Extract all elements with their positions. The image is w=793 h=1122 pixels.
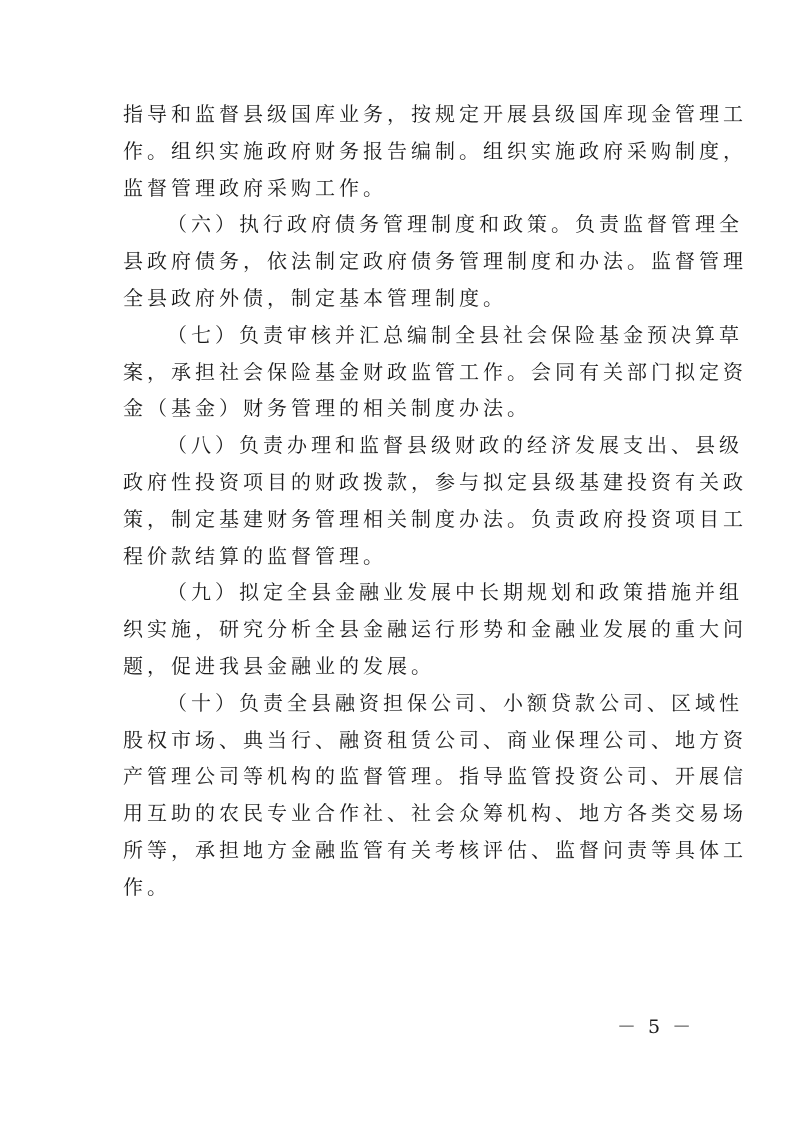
text-line: 程价款结算的监督管理。 bbox=[123, 543, 387, 568]
text-line: 指导和监督县级国库业务，按规定开展县级国库现金管理工 bbox=[123, 102, 747, 126]
paragraph-continuation bbox=[123, 96, 747, 206]
page-number: － 5 － bbox=[617, 1016, 695, 1038]
text-line: 所等，承担地方金融监管有关考核评估、监督问责等具体工 bbox=[123, 837, 747, 862]
text-line: 全县政府外债，制定基本管理制度。 bbox=[123, 285, 507, 310]
text-line: （七）负责审核并汇总编制全县社会保险基金预决算草 bbox=[167, 322, 743, 347]
text-line: （九）拟定全县金融业发展中长期规划和政策措施并组 bbox=[167, 580, 743, 605]
paragraph-item-7 bbox=[123, 317, 747, 427]
document-body bbox=[123, 96, 747, 906]
text-line: 案，承担社会保险基金财政监管工作。会同有关部门拟定资 bbox=[123, 359, 747, 384]
text-line: 题，促进我县金融业的发展。 bbox=[123, 653, 435, 678]
text-line: （十）负责全县融资担保公司、小额贷款公司、区域性 bbox=[167, 690, 743, 715]
paragraph-item-6 bbox=[123, 206, 747, 316]
paragraph-item-10 bbox=[123, 685, 747, 906]
text-line: 县政府债务，依法制定政府债务管理制度和办法。监督管理 bbox=[123, 249, 747, 274]
text-line: 织实施，研究分析全县金融运行形势和金融业发展的重大问 bbox=[123, 617, 747, 642]
text-line: 股权市场、典当行、融资租赁公司、商业保理公司、地方资 bbox=[123, 727, 747, 752]
text-line: 用互助的农民专业合作社、社会众筹机构、地方各类交易场 bbox=[123, 801, 747, 826]
text-line: 金（基金）财务管理的相关制度办法。 bbox=[123, 396, 531, 421]
paragraph-item-8 bbox=[123, 427, 747, 574]
text-line: （八）负责办理和监督县级财政的经济发展支出、县级 bbox=[167, 433, 743, 458]
text-line: （六）执行政府债务管理制度和政策。负责监督管理全 bbox=[167, 212, 743, 237]
text-line: 作。组织实施政府财务报告编制。组织实施政府采购制度， bbox=[123, 138, 747, 163]
text-line: 政府性投资项目的财政拨款，参与拟定县级基建投资有关政 bbox=[123, 469, 747, 494]
paragraph-item-9 bbox=[123, 574, 747, 684]
text-line: 策，制定基建财务管理相关制度办法。负责政府投资项目工 bbox=[123, 506, 747, 531]
text-line: 产管理公司等机构的监督管理。指导监管投资公司、开展信 bbox=[123, 764, 747, 789]
text-line: 监督管理政府采购工作。 bbox=[123, 175, 387, 200]
text-line: 作。 bbox=[123, 874, 171, 899]
